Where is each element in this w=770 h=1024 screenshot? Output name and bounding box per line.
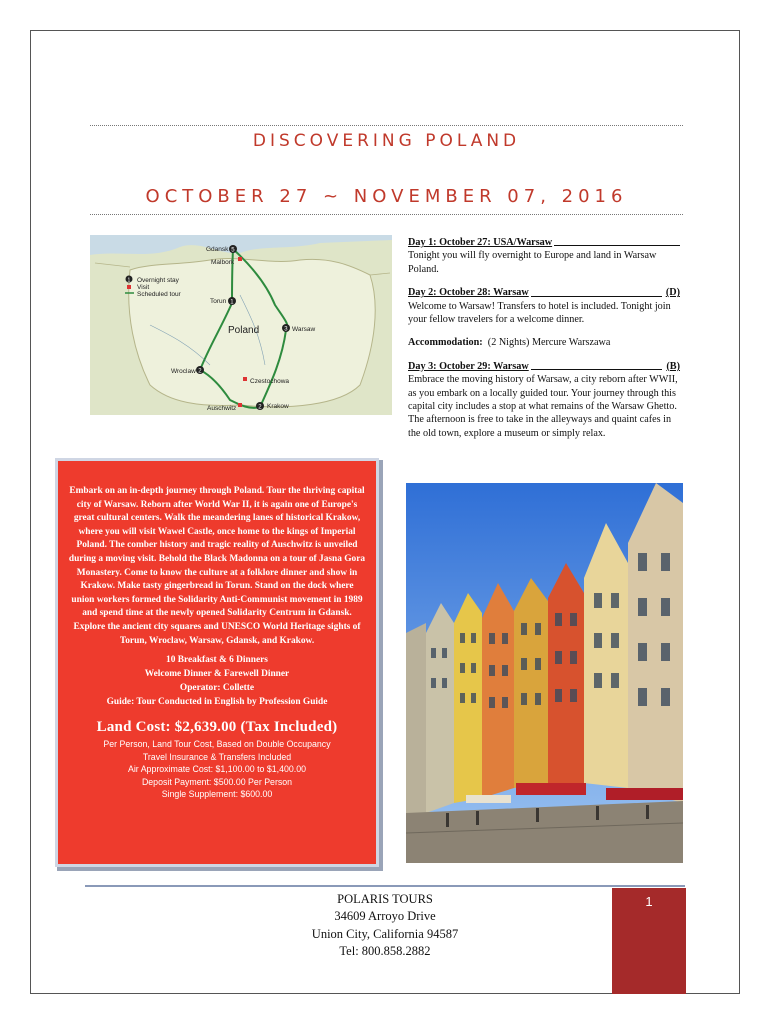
top-divider [90,125,683,126]
day3-body: Embrace the moving history of Warsaw, a city reborn after WWII, as you embark on a locally guided tour. Your journey through this capital city includes a stop at what remains of the Warsaw Ghetto. The afternoon is free to take in the alleyways and quaint cafes in the old town, explore a museum or simply relax. [408,374,678,439]
legend-overnight: Overnight stay [137,277,179,284]
city-auschwitz: Auschwitz [207,405,237,412]
svg-text:5: 5 [231,247,235,254]
inclusion-dinners: Welcome Dinner & Farewell Dinner [144,668,290,679]
inclusions [68,654,366,709]
street-address: 34609 Arroyo Drive [334,909,436,924]
svg-text:2: 2 [198,368,202,375]
svg-text:2: 2 [258,404,262,411]
itinerary [408,236,680,440]
tour-description: Embark on an in-depth journey through Poland. Tour the thriving capital city of Warsaw. Reborn after World War II, it is again one of Europe's great cultural centers. Walk the meandering lanes of historical Krakow, where you will visit Wawel Castle, once home to the kings of Imperial Poland. The comber history and tragic reality of Auschwitz is unveiled during a moving visit. Behold the Black Madonna on a tour of Jasna Gora Monastery. Come to know the culture at a folklore dinner and show in Krakow. Make tasty gingerbread in Torun. Stand on the dock where union workers formed the Solidarity Anti-Communist movement in 1989 and spend time at the newly opened Solidarity Centrum in Gdansk. Explore the ancient city squares and UNESCO World Heritage sights of Torun, Wroclaw, Warsaw, Gdansk, and Krakow. [68,486,366,646]
city-warsaw: Warsaw [292,326,316,333]
company-name: POLARIS TOURS [337,892,433,906]
dates-divider [90,214,683,215]
trip-dates: OCTOBER 27 ~ NOVEMBER 07, 2016 [145,186,628,207]
accommodation: Accommodation: (2 Nights) Mercure Warszawa [408,337,611,349]
inclusion-meals: 10 Breakfast & 6 Dinners [166,655,268,666]
city-state-zip: Union City, California 94587 [311,926,459,941]
page-title: DISCOVERING POLAND [252,131,521,151]
city-torun: Torun [210,298,227,305]
route-map [90,235,392,415]
city-czestochowa: Czestochowa [250,378,290,385]
legend-tour: Scheduled tour [137,291,181,298]
tour-summary-box [58,461,376,864]
telephone: Tel: 800.858.2882 [339,943,431,958]
svg-text:1: 1 [127,277,131,284]
svg-text:3: 3 [284,326,288,333]
cost-details: Per Person, Land Tour Cost, Based on Double Occupancy Travel Insurance & Transfers Included Air Approximate Cost: $1,100.00 to $1,400.00 Deposit Payment: $500.00 Per Person Single Supplement: $600.00 [103,739,331,799]
legend-visit: Visit [137,284,150,291]
country-label: Poland [228,325,260,336]
day1-body: Tonight you will fly overnight to Europe and land in Warsaw Poland. [408,250,657,275]
company-address [285,891,485,960]
inclusion-guide: Guide: Tour Conducted in English by Profession Guide [106,696,328,707]
day3-meal: (B) [666,360,680,372]
inclusion-operator: Operator: Collette [179,682,255,693]
land-cost: Land Cost: $2,639.00 (Tax Included) [96,719,338,736]
day1-heading: Day 1: October 27: USA/Warsaw [408,236,680,249]
page-number: 1 [612,888,686,994]
footer-divider [85,885,685,887]
day2-meal: (D) [665,287,680,299]
city-wroclaw: Wroclaw [171,368,196,375]
day2-body: Welcome to Warsaw! Transfers to hotel is included. Tonight join your fellow travelers for a welcome dinner. [408,300,671,326]
city-malbork: Malbork [211,259,235,266]
town-square-photo [406,483,683,863]
day2-heading: Day 2: October 28: Warsaw (D) [408,287,680,299]
city-gdansk: Gdansk [206,246,229,253]
city-krakow: Krakow [267,403,289,410]
svg-text:1: 1 [230,299,234,306]
day3-heading: Day 3: October 29: Warsaw (B) [408,360,680,372]
